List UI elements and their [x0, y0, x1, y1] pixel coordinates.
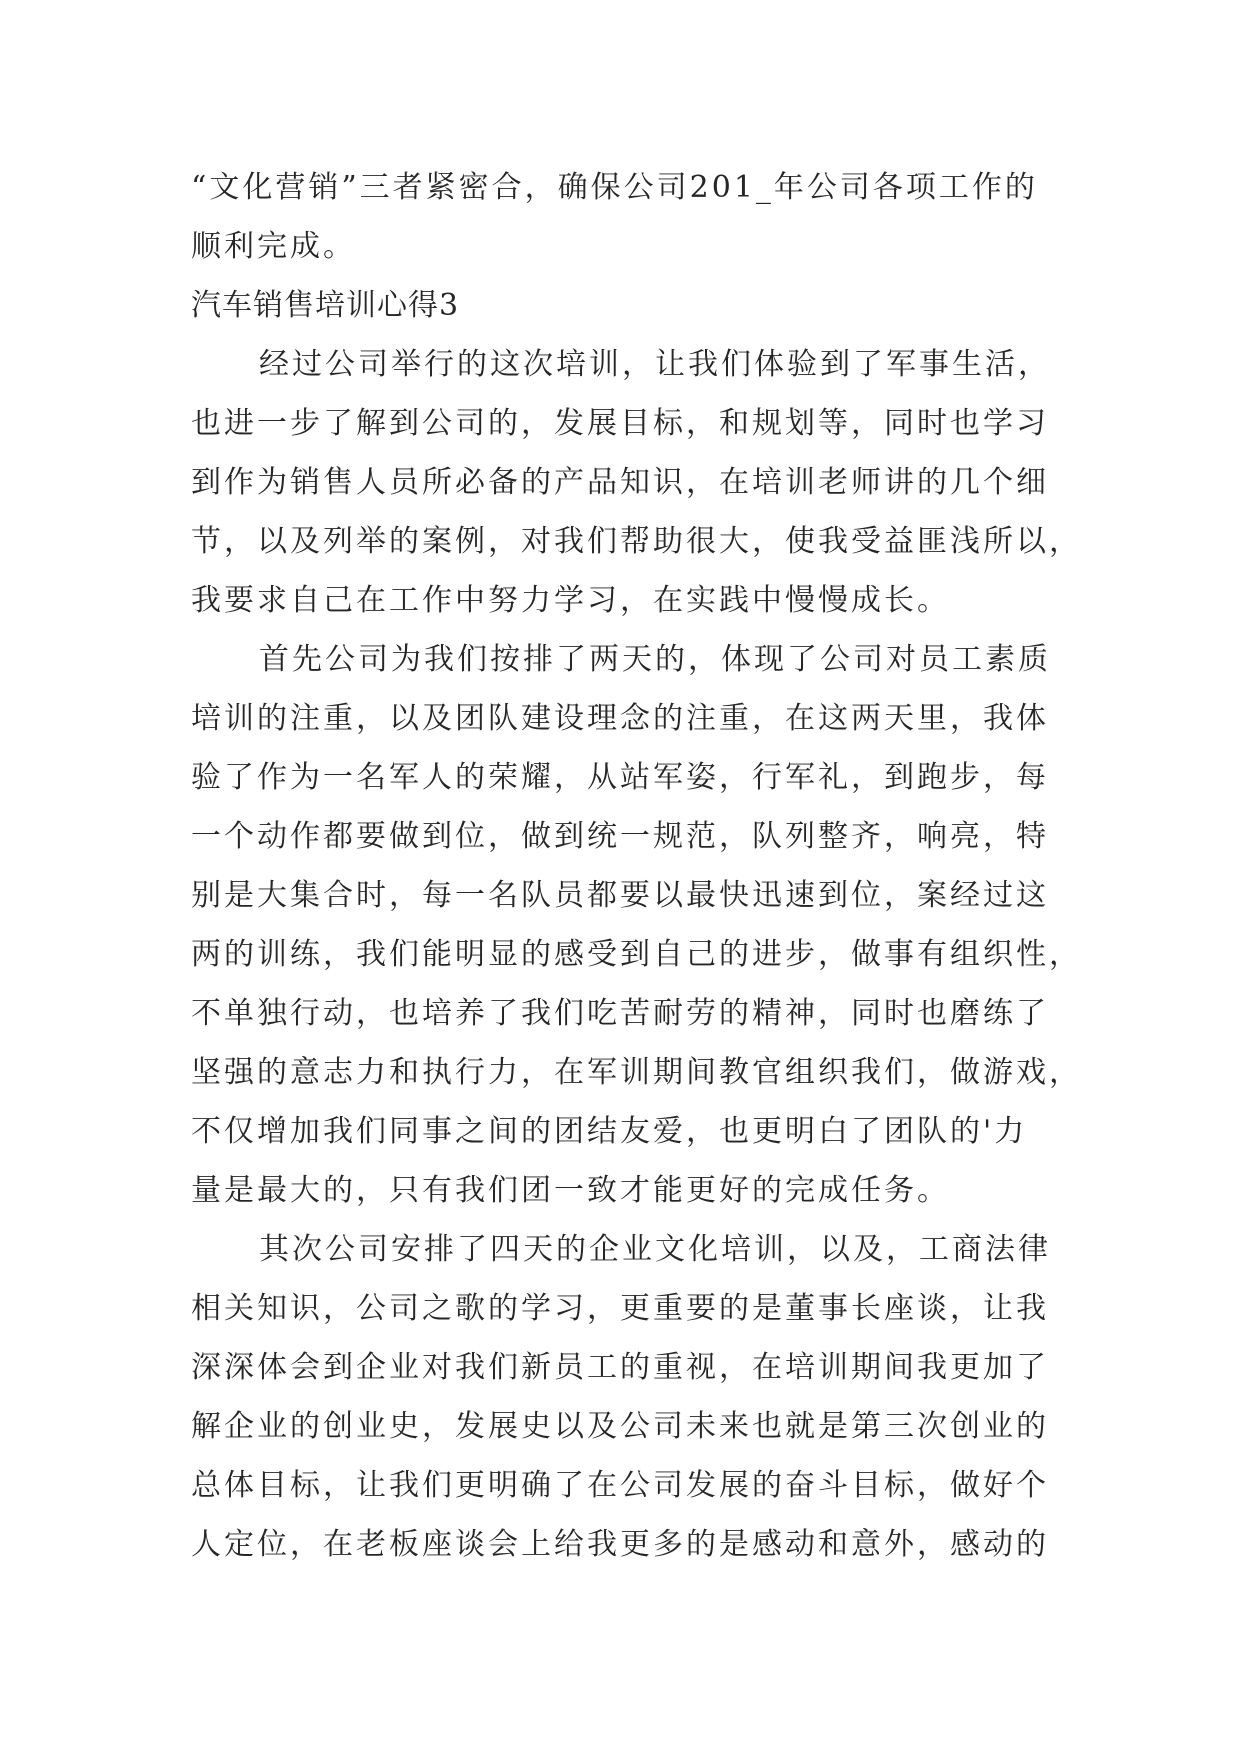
text-line: “文化营销”三者紧密合，确保公司201_年公司各项工作的 [191, 170, 1038, 205]
text-line: 人定位，在老板座谈会上给我更多的是感动和意外，感动的 [191, 1527, 1049, 1562]
text-line: 到作为销售人员所必备的产品知识，在培训老师讲的几个细 [191, 465, 1049, 500]
paragraph-first-line: 首先公司为我们按排了两天的，体现了公司对员工素质 [259, 642, 1051, 677]
text-line: 验了作为一名军人的荣耀，从站军姿，行军礼，到跑步，每 [191, 760, 1049, 795]
paragraph-first-line: 经过公司举行的这次培训，让我们体验到了军事生活， [259, 347, 1051, 382]
text-line: 坚强的意志力和执行力，在军训期间教官组织我们，做游戏， [191, 1055, 1082, 1090]
text-line: 两的训练，我们能明显的感受到自己的进步，做事有组织性， [191, 937, 1082, 972]
text-line: 也进一步了解到公司的，发展目标，和规划等，同时也学习 [191, 406, 1049, 441]
section-heading: 汽车销售培训心得3 [191, 288, 460, 323]
paragraph-first-line: 其次公司安排了四天的企业文化培训，以及，工商法律 [259, 1232, 1051, 1267]
text-line: 相关知识，公司之歌的学习，更重要的是董事长座谈，让我 [191, 1291, 1049, 1326]
text-line: 解企业的创业史，发展史以及公司未来也就是第三次创业的 [191, 1409, 1049, 1444]
text-line: 培训的注重，以及团队建设理念的注重，在这两天里，我体 [191, 701, 1049, 736]
text-line: 节，以及列举的案例，对我们帮助很大，使我受益匪浅所以， [191, 524, 1082, 559]
document-body [191, 158, 1082, 1574]
text-line: 顺利完成。 [191, 229, 356, 264]
text-line: 总体目标，让我们更明确了在公司发展的奋斗目标，做好个 [191, 1468, 1049, 1503]
text-line: 量是最大的，只有我们团一致才能更好的完成任务。 [191, 1173, 950, 1208]
text-line: 不仅增加我们同事之间的团结友爱，也更明白了团队的'力 [191, 1114, 1028, 1149]
text-line: 别是大集合时，每一名队员都要以最快迅速到位，案经过这 [191, 878, 1049, 913]
text-line: 不单独行动，也培养了我们吃苦耐劳的精神，同时也磨练了 [191, 996, 1049, 1031]
text-line: 深深体会到企业对我们新员工的重视，在培训期间我更加了 [191, 1350, 1049, 1385]
text-line: 一个动作都要做到位，做到统一规范，队列整齐，响亮，特 [191, 819, 1049, 854]
text-line: 我要求自己在工作中努力学习，在实践中慢慢成长。 [191, 583, 950, 618]
